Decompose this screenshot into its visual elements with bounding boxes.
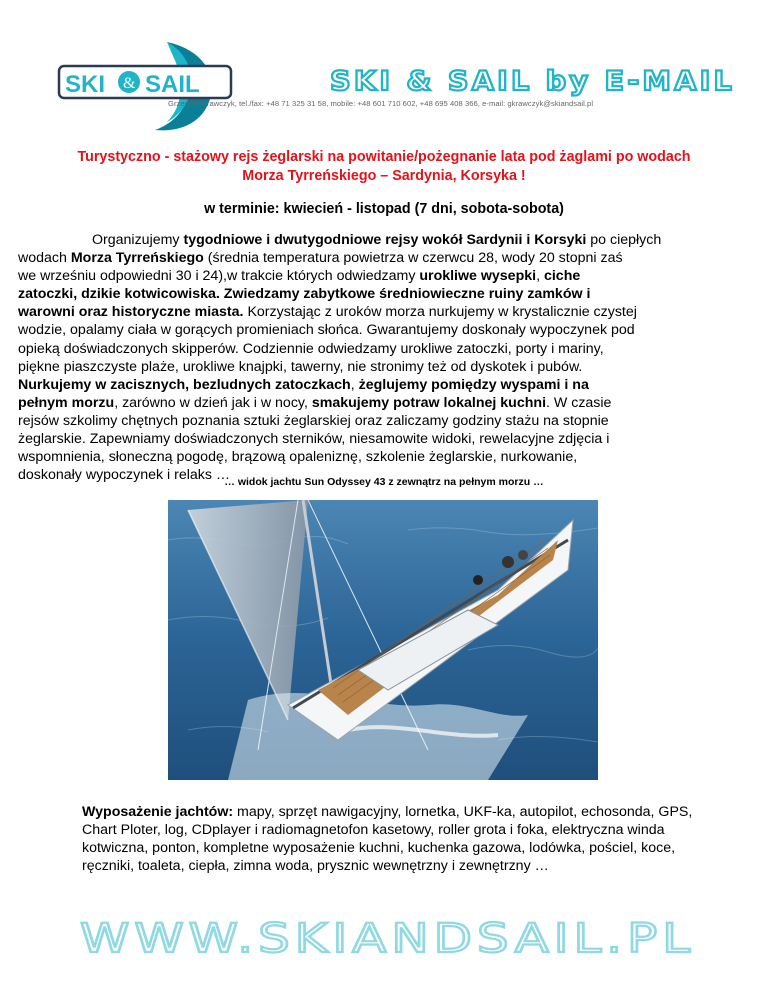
headline xyxy=(30,148,738,186)
ski-and-sail-logo xyxy=(55,40,235,132)
website-footer xyxy=(80,912,700,962)
brand-title-text: SKI & SAIL by E-MAIL xyxy=(330,66,735,97)
yacht-photo xyxy=(168,500,598,780)
equipment-label: Wyposażenie jachtów: xyxy=(82,804,234,820)
logo-text-ski: SKI xyxy=(65,71,106,98)
website-text: WWW.SKIANDSAIL.PL xyxy=(80,916,695,962)
description-paragraph: Organizujemy tygodniowe i dwutygodniowe rejsy wokół Sardynii i Korsyki po ciepłych wodach Morza Tyrreńskiego (średnia temperatura powietrza w czerwcu 28, wody 20 stopni zaś we wrześniu odpowiedni 30 i 24),w trakcie których odwiedzamy urokliwe wysepki, ciche zatoczki, dzikie kotwicowiska. Zwiedzamy zabytkowe średniowieczne ruiny zamków i warowni oraz historyczne miasta. Korzystając z uroków morza nurkujemy w krystalicznie czystej wodzie, opalamy ciała w gorących promieniach słońca. Gwarantujemy doskonały wypoczynek pod opieką doświadczonych skipperów. Codziennie odwiedzamy urokliwe zatoczki, porty i mariny, piękne piaszczyste plaże, urokliwe knajpki, tawerny, nie stronimy też od dyskotek i pubów. Nurkujemy w zacisznych, bezludnych zatoczkach, żeglujemy pomiędzy wyspami i na pełnym morzu, zarówno w dzień jak i w nocy, smakujemy potraw lokalnej kuchni. W czasie rejsów szkolimy chętnych poznania sztuki żeglarskiej oraz zaliczamy godziny stażu na stopnie żeglarskie. Zapewniamy doświadczonych sterników, niesamowite widoki, rewelacyjne zdjęcia i wspomnienia, słoneczną pogodę, brązową opaleniznę, szkolenie żeglarskie, nurkowanie, doskonały wypoczynek i relaks … xyxy=(18,232,662,484)
logo-text-sail: SAIL xyxy=(145,71,200,98)
brand-title xyxy=(330,60,740,100)
headline-line-2: Morza Tyrreńskiego – Sardynia, Korsyka ! xyxy=(242,168,526,184)
equipment-paragraph: Wyposażenie jachtów: mapy, sprzęt nawigacyjny, lornetka, UKF-ka, autopilot, echosonda, GPS, Chart Ploter, log, CDplayer i radiomagnetofon kasetowy, roller grota i foka, elektryczna winda kotwiczna, ponton, kompletne wyposażenie kuchni, kuchenka gazowa, lodówka, pościel, koce, ręczniki, toaleta, ciepła, zimna woda, prysznic wewnętrzny i zewnętrzny … xyxy=(82,804,693,875)
term-line: w terminie: kwiecień - listopad (7 dni, sobota-sobota) xyxy=(204,201,564,217)
photo-caption: … widok jachtu Sun Odyssey 43 z zewnątrz na pełnym morzu … xyxy=(224,476,544,488)
logo-text-amp: & xyxy=(123,75,136,92)
headline-line-1: Turystyczno - stażowy rejs żeglarski na powitanie/pożegnanie lata pod żaglami po wodach xyxy=(77,149,691,165)
contact-line: Grzegorz Krawczyk, tel./fax: +48 71 325 31 58, mobile: +48 601 710 602, +48 695 408 366, e-mail: gkrawczyk@skiandsail.pl xyxy=(168,99,594,108)
